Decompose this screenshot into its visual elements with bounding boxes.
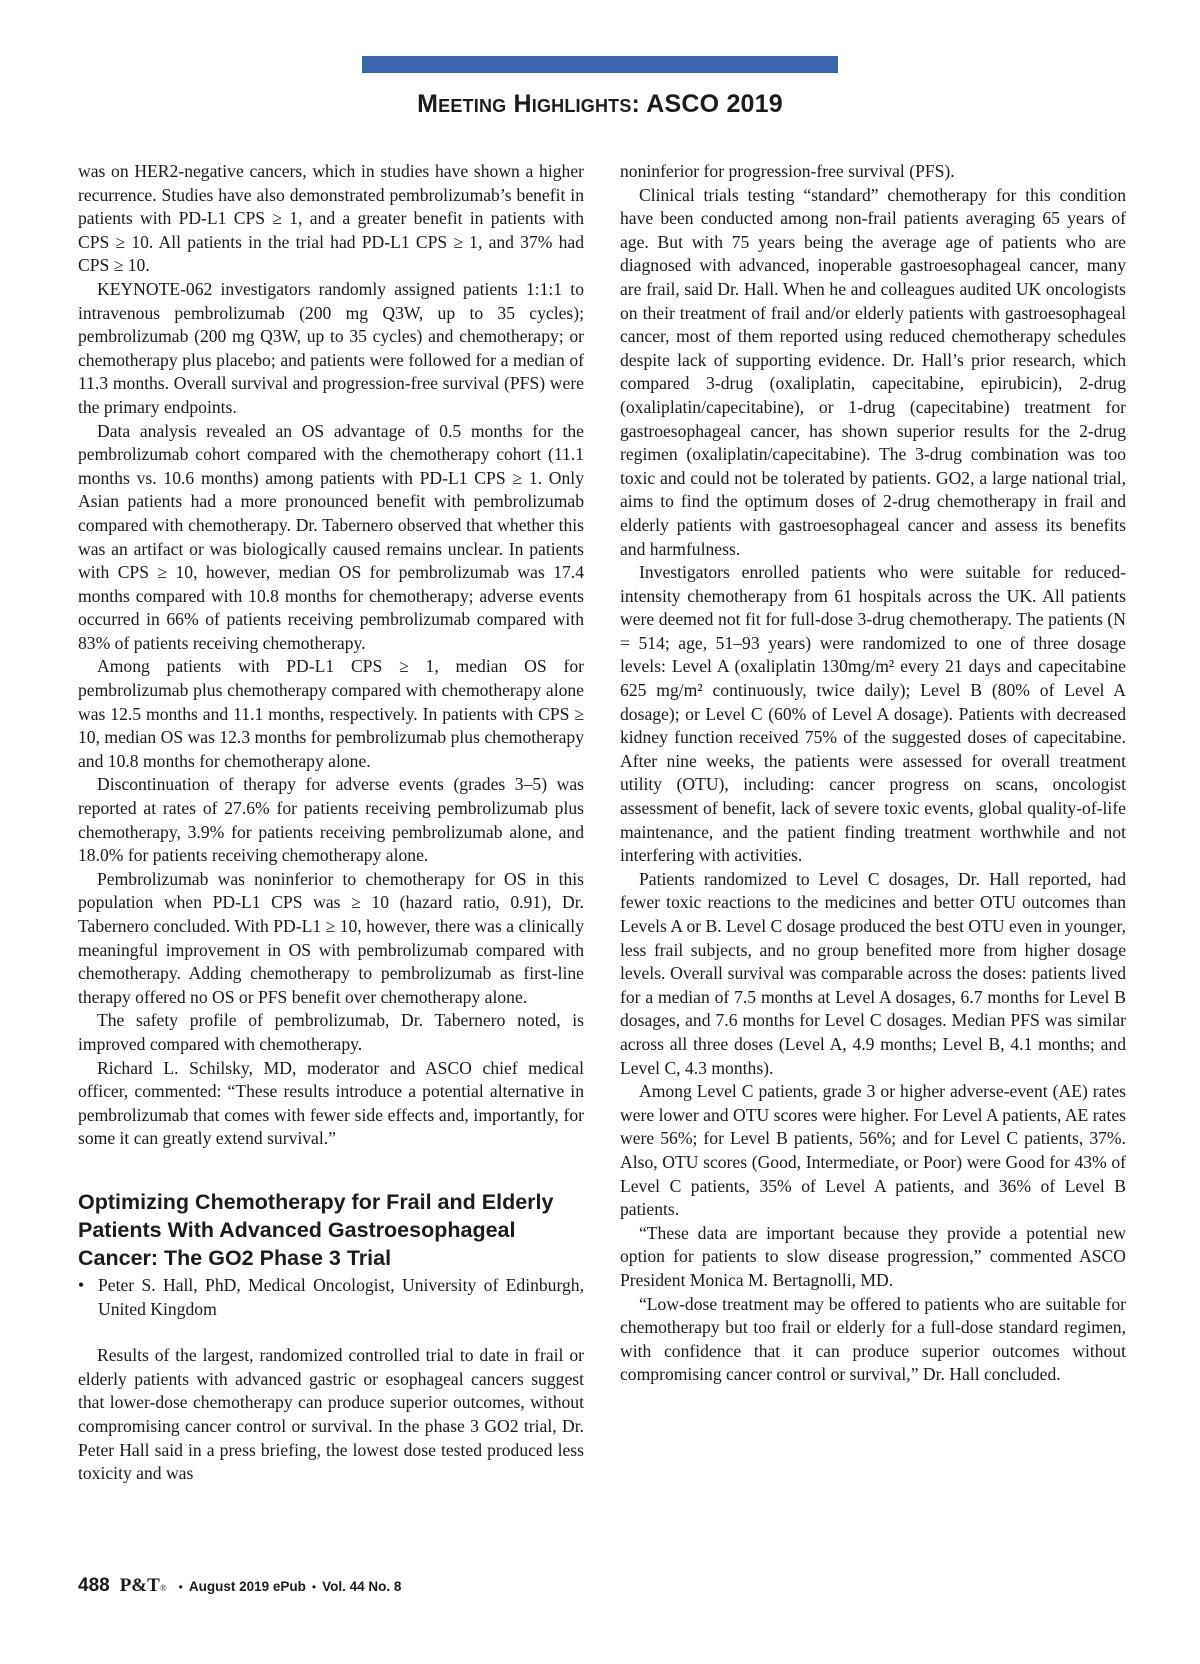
paragraph: Clinical trials testing “standard” chemotherapy for this condition have been conducted among non-frail patients averaging 65 years of age. But with 75 years being the average age of patients who are diagnosed with advanced, inoperable gastroesophageal cancer, many are frail, said Dr. Hall. When he and colleagues audited UK oncologists on their treatment of frail and/or elderly patients with gastroesophageal cancer, most of them reported using reduced chemotherapy schedules despite lack of supporting evidence. Dr. Hall’s prior research, which compared 3-drug (oxaliplatin, capecitabine, epirubicin), 2-drug (oxaliplatin/capecitabine), or 1-drug (capecitabine) treatment for gastroesophageal cancer, has shown superior results for the 2-drug regimen (oxaliplatin/capecitabine). The 3-drug combination was too toxic and could not be tolerated by patients. GO2, a large national trial, aims to find the optimum doses of 2-drug chemotherapy in frail and elderly patients with gastroesophageal cancer and assess its benefits and harmfulness.: [620, 184, 1126, 559]
registered-mark: ®: [159, 1583, 167, 1593]
paragraph: Among patients with PD-L1 CPS ≥ 1, median OS for pembrolizumab plus chemotherapy compared with chemotherapy alone was 12.5 months and 11.1 months, respectively. In patients with CPS ≥ 10, median OS was 12.3 months for pembrolizumab plus chemotherapy and 10.8 months for chemotherapy alone.: [78, 656, 584, 771]
page-number: 488: [78, 1575, 110, 1596]
paragraph: noninferior for progression-free survival (PFS).: [620, 161, 955, 181]
paragraph: KEYNOTE-062 investigators randomly assigned patients 1:1:1 to intravenous pembrolizumab (200 mg Q3W, up to 35 cycles); pembrolizumab (200 mg Q3W, up to 35 cycles) and chemotherapy; or chemotherapy plus placebo; and patients were followed for a median of 11.3 months. Overall survival and progression-free survival (PFS) were the primary endpoints.: [78, 278, 584, 417]
volume-number: Vol. 44 No. 8: [322, 1579, 402, 1594]
paragraph: Discontinuation of therapy for adverse events (grades 3–5) was reported at rates of 27.6% for patients receiving pembrolizumab plus chemotherapy, 3.9% for patients receiving pembrolizumab alone, and 18.0% for patients receiving chemotherapy alone.: [78, 774, 584, 866]
paragraph: “Low-dose treatment may be offered to patients who are suitable for chemotherapy but too frail or elderly for a full-dose standard regimen, with confidence that it can produce superior outcomes without compromising cancer control or survival,” Dr. Hall concluded.: [620, 1293, 1126, 1385]
left-column: [78, 160, 584, 1486]
header-accent-bar: [362, 56, 838, 73]
page-footer: [78, 1575, 401, 1599]
speaker-byline: [78, 1274, 584, 1321]
paragraph: Among Level C patients, grade 3 or higher adverse-event (AE) rates were lower and OTU scores were higher. For Level A patients, AE rates were 56%; for Level B patients, 56%; and for Level C patients, 37%. Also, OTU scores (Good, Intermediate, or Poor) were Good for 43% of Level C patients, 35% of Level A patients, and 36% of Level B patients.: [620, 1081, 1126, 1220]
footer-separator: •: [311, 1580, 317, 1594]
paragraph: was on HER2-negative cancers, which in studies have shown a higher recurrence. Studies have also demonstrated pembrolizumab’s benefit in patients with PD-L1 CPS ≥ 1, and a greater benefit in patients with CPS ≥ 10. All patients in the trial had PD-L1 CPS ≥ 1, and 37% had CPS ≥ 10.: [78, 161, 584, 276]
bullet-icon: •: [78, 1274, 85, 1295]
paragraph: Pembrolizumab was noninferior to chemotherapy for OS in this population when PD-L1 CPS was ≥ 10 (hazard ratio, 0.91), Dr. Tabernero concluded. With PD-L1 ≥ 10, however, there was a clinically meaningful improvement in OS with pembrolizumab compared with chemotherapy. Adding chemotherapy to pembrolizumab as first-line therapy offered no OS or PFS benefit over chemotherapy alone.: [78, 868, 584, 1007]
page-header-title: Meeting Highlights: ASCO 2019: [417, 90, 783, 118]
paragraph: Investigators enrolled patients who were suitable for reduced-intensity chemotherapy from 61 hospitals across the UK. All patients were deemed not fit for full-dose 3-drug chemotherapy. The patients (N = 514; age, 51–93 years) were randomized to one of three dosage levels: Level A (oxaliplatin 130mg/m² every 21 days and capecitabine 625 mg/m² continuously, twice daily); Level B (80% of Level A dosage); or Level C (60% of Level A dosage). Patients with decreased kidney function received 75% of the suggested doses of capecitabine. After nine weeks, the patients were assessed for overall treatment utility (OTU), including: cancer progress on scans, oncologist assessment of benefit, lack of severe toxic events, global quality-of-life maintenance, and the patient finding treatment worthwhile and not interfering with activities.: [620, 562, 1126, 866]
paragraph: Results of the largest, randomized controlled trial to date in frail or elderly patients with advanced gastric or esophageal cancers suggest that lower-dose chemotherapy can produce superior outcomes, without compromising cancer control or survival. In the phase 3 GO2 trial, Dr. Peter Hall said in a press briefing, the lowest dose tested produced less toxicity and was: [78, 1345, 584, 1484]
paragraph: Patients randomized to Level C dosages, Dr. Hall reported, had fewer toxic reactions to the medicines and better OTU outcomes than Levels A or B. Level C dosage produced the best OTU even in younger, less frail subjects, and no group benefited more from higher dosage levels. Overall survival was comparable across the doses: patients lived for a median of 7.5 months at Level A dosages, 6.7 months for Level B dosages, and 7.6 months for Level C dosages. Median PFS was similar across all three doses (Level A, 4.9 months; Level B, 4.1 months; and Level C, 4.3 months).: [620, 868, 1126, 1078]
section-heading: Optimizing Chemotherapy for Frail and Elderly Patients With Advanced Gastroesophageal Cancer: The GO2 Phase 3 Trial: [78, 1189, 554, 1270]
paragraph: Data analysis revealed an OS advantage of 0.5 months for the pembrolizumab cohort compared with the chemotherapy cohort (11.1 months vs. 10.6 months) among patients with PD-L1 CPS ≥ 1. Only Asian patients had a more pronounced benefit with pembrolizumab compared with chemotherapy. Dr. Tabernero observed that whether this was an artifact or was biologically caused remains unclear. In patients with CPS ≥ 10, however, median OS for pembrolizumab was 17.4 months compared with 10.8 months for chemotherapy; adverse events occurred in 66% of patients receiving pembrolizumab compared with 83% of patients receiving chemotherapy.: [78, 420, 584, 653]
paragraph: “These data are important because they provide a potential new option for patients to slow disease progression,” commented ASCO President Monica M. Bertagnolli, MD.: [620, 1222, 1126, 1290]
paragraph: Richard L. Schilsky, MD, moderator and ASCO chief medical officer, commented: “These results introduce a potential alternative in pembrolizumab that comes with fewer side effects and, importantly, for some it can greatly extend survival.”: [78, 1057, 584, 1149]
right-column: [620, 160, 1126, 1387]
footer-separator: •: [178, 1580, 183, 1594]
byline-text: Peter S. Hall, PhD, Medical Oncologist, University of Edinburgh, United Kingdom: [98, 1274, 584, 1319]
journal-name: P&T: [119, 1575, 160, 1596]
paragraph: The safety profile of pembrolizumab, Dr. Tabernero noted, is improved compared with chemotherapy.: [78, 1010, 584, 1054]
issue-date: August 2019 ePub: [188, 1579, 306, 1594]
